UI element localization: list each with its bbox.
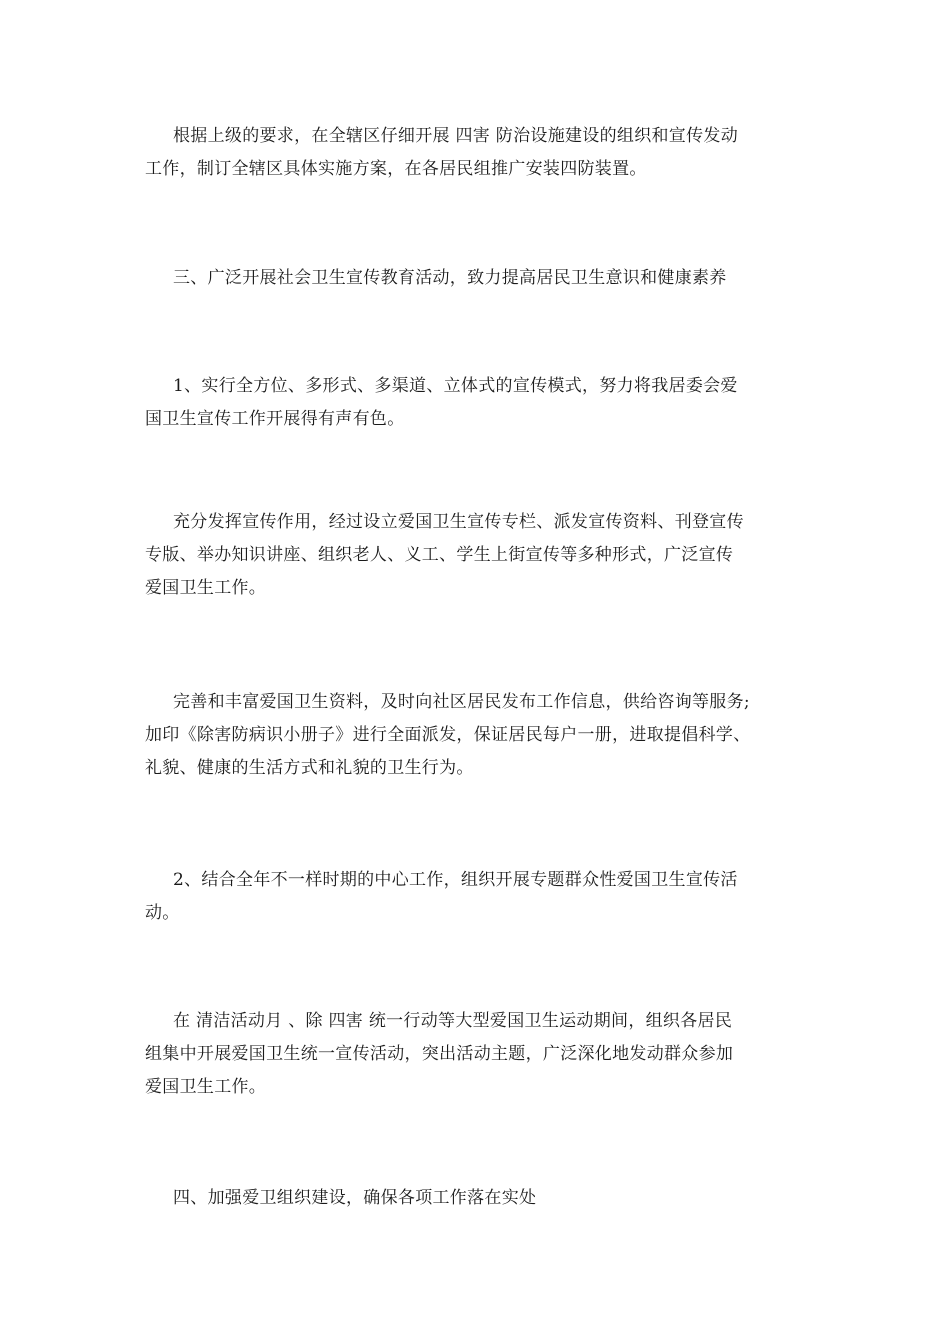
paragraph-materials (145, 686, 825, 785)
text-line: 2、结合全年不一样时期的中心工作，组织开展专题群众性爱国卫生宣传活 (173, 870, 738, 890)
paragraph-campaign (145, 1005, 825, 1104)
text-line: 爱国卫生工作。 (145, 578, 267, 598)
text-line: 爱国卫生工作。 (145, 1077, 267, 1097)
text-line: 国卫生宣传工作开展得有声有色。 (145, 409, 405, 429)
text-line: 动。 (145, 903, 180, 923)
text-line: 四、加强爱卫组织建设，确保各项工作落在实处 (173, 1188, 537, 1208)
paragraph-pest-control (145, 120, 825, 186)
text-line: 1、实行全方位、多形式、多渠道、立体式的宣传模式，努力将我居委会爱 (173, 376, 738, 396)
text-line: 加印《除害防病识小册子》进行全面派发，保证居民每户一册，进取提倡科学、 (145, 725, 751, 745)
text-line: 完善和丰富爱国卫生资料，及时向社区居民发布工作信息，供给咨询等服务; (173, 692, 750, 712)
paragraph-item-2 (145, 864, 825, 930)
text-line: 在 清洁活动月 、除 四害 统一行动等大型爱国卫生运动期间，组织各居民 (173, 1011, 733, 1031)
text-line: 充分发挥宣传作用，经过设立爱国卫生宣传专栏、派发宣传资料、刊登宣传 (173, 512, 744, 532)
paragraph-publicity (145, 506, 825, 605)
text-line: 工作，制订全辖区具体实施方案，在各居民组推广安装四防装置。 (145, 159, 647, 179)
text-line: 礼貌、健康的生活方式和礼貌的卫生行为。 (145, 758, 474, 778)
text-line: 组集中开展爱国卫生统一宣传活动，突出活动主题，广泛深化地发动群众参加 (145, 1044, 734, 1064)
section-heading-three (145, 262, 825, 295)
paragraph-item-1 (145, 370, 825, 436)
text-line: 三、广泛开展社会卫生宣传教育活动，致力提高居民卫生意识和健康素养 (173, 268, 727, 288)
section-heading-four (145, 1182, 825, 1215)
text-line: 专版、举办知识讲座、组织老人、义工、学生上街宣传等多种形式，广泛宣传 (145, 545, 734, 565)
text-line: 根据上级的要求，在全辖区仔细开展 四害 防治设施建设的组织和宣传发动 (173, 126, 739, 146)
